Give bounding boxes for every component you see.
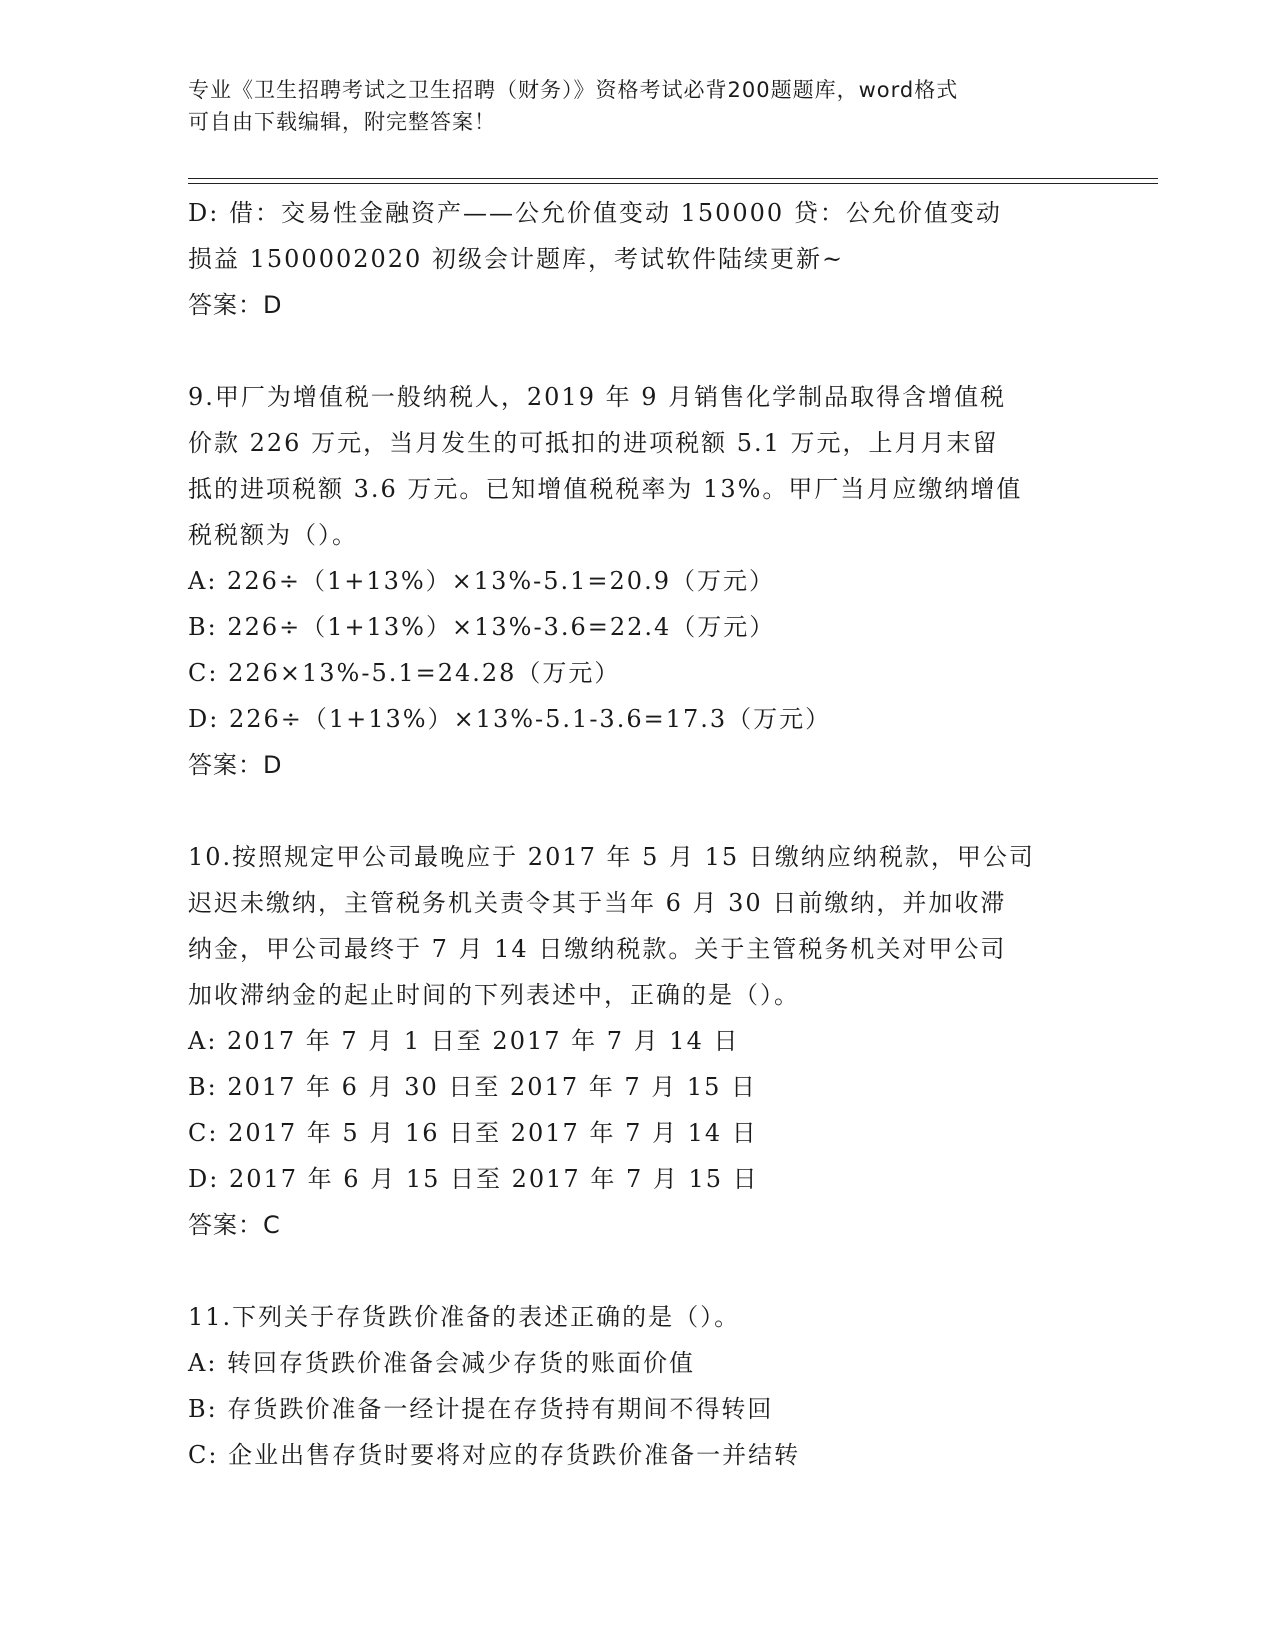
option-b: B: 2017 年 6 月 30 日至 2017 年 7 月 15 日	[188, 1073, 758, 1101]
question-stem-line: 11.下列关于存货跌价准备的表述正确的是（）。	[188, 1303, 741, 1331]
document-header	[188, 74, 1088, 138]
question-stem-line: 10.按照规定甲公司最晚应于 2017 年 5 月 15 日缴纳应纳税款，甲公司	[188, 843, 1035, 871]
spacer	[188, 788, 1088, 834]
answer-line: 答案：D	[188, 751, 283, 779]
option-a: A: 2017 年 7 月 1 日至 2017 年 7 月 14 日	[188, 1027, 740, 1055]
option-d: D: 2017 年 6 月 15 日至 2017 年 7 月 15 日	[188, 1165, 759, 1193]
option-c: C: 企业出售存货时要将对应的存货跌价准备一并结转	[188, 1441, 801, 1469]
header-line-1: 专业《卫生招聘考试之卫生招聘（财务）》资格考试必背200题题库，word格式	[188, 78, 959, 102]
option-b: B: 存货跌价准备一经计提在存货持有期间不得转回	[188, 1395, 774, 1423]
header-divider-thick	[188, 183, 1158, 184]
spacer	[188, 328, 1088, 374]
question-11	[188, 1294, 1088, 1478]
option-c: C: 2017 年 5 月 16 日至 2017 年 7 月 14 日	[188, 1119, 758, 1147]
question-10	[188, 834, 1088, 1248]
answer-line: 答案：C	[188, 1211, 281, 1239]
header-line-2: 可自由下载编辑，附完整答案！	[188, 110, 496, 134]
question-stem-line: 加收滞纳金的起止时间的下列表述中，正确的是（）。	[188, 981, 800, 1009]
option-c: C: 226×13%-5.1=24.28（万元）	[188, 659, 621, 687]
option-d: D: 借：交易性金融资产——公允价值变动 150000 贷：公允价值变动	[188, 199, 1002, 227]
header-divider-thin	[188, 178, 1158, 179]
option-a: A: 226÷（1+13%）×13%-5.1=20.9（万元）	[188, 567, 775, 595]
question-stem-line: 税税额为（）。	[188, 521, 358, 549]
question-stem-line: 价款 226 万元，当月发生的可抵扣的进项税额 5.1 万元，上月月末留	[188, 429, 999, 457]
document-body	[188, 190, 1088, 1478]
question-stem-line: 纳金，甲公司最终于 7 月 14 日缴纳税款。关于主管税务机关对甲公司	[188, 935, 1007, 963]
answer-line: 答案：D	[188, 291, 283, 319]
option-d: D: 226÷（1+13%）×13%-5.1-3.6=17.3（万元）	[188, 705, 832, 733]
option-d-continued: 损益 1500002020 初级会计题库，考试软件陆续更新~	[188, 245, 845, 273]
question-stem-line: 迟迟未缴纳，主管税务机关责令其于当年 6 月 30 日前缴纳，并加收滞	[188, 889, 1007, 917]
question-9	[188, 374, 1088, 788]
question-stem-line: 抵的进项税额 3.6 万元。已知增值税税率为 13%。甲厂当月应缴纳增值	[188, 475, 1023, 503]
option-a: A: 转回存货跌价准备会减少存货的账面价值	[188, 1349, 696, 1377]
previous-question-tail	[188, 190, 1088, 328]
question-stem-line: 9.甲厂为增值税一般纳税人，2019 年 9 月销售化学制品取得含增值税	[188, 383, 1007, 411]
option-b: B: 226÷（1+13%）×13%-3.6=22.4（万元）	[188, 613, 776, 641]
spacer	[188, 1248, 1088, 1294]
